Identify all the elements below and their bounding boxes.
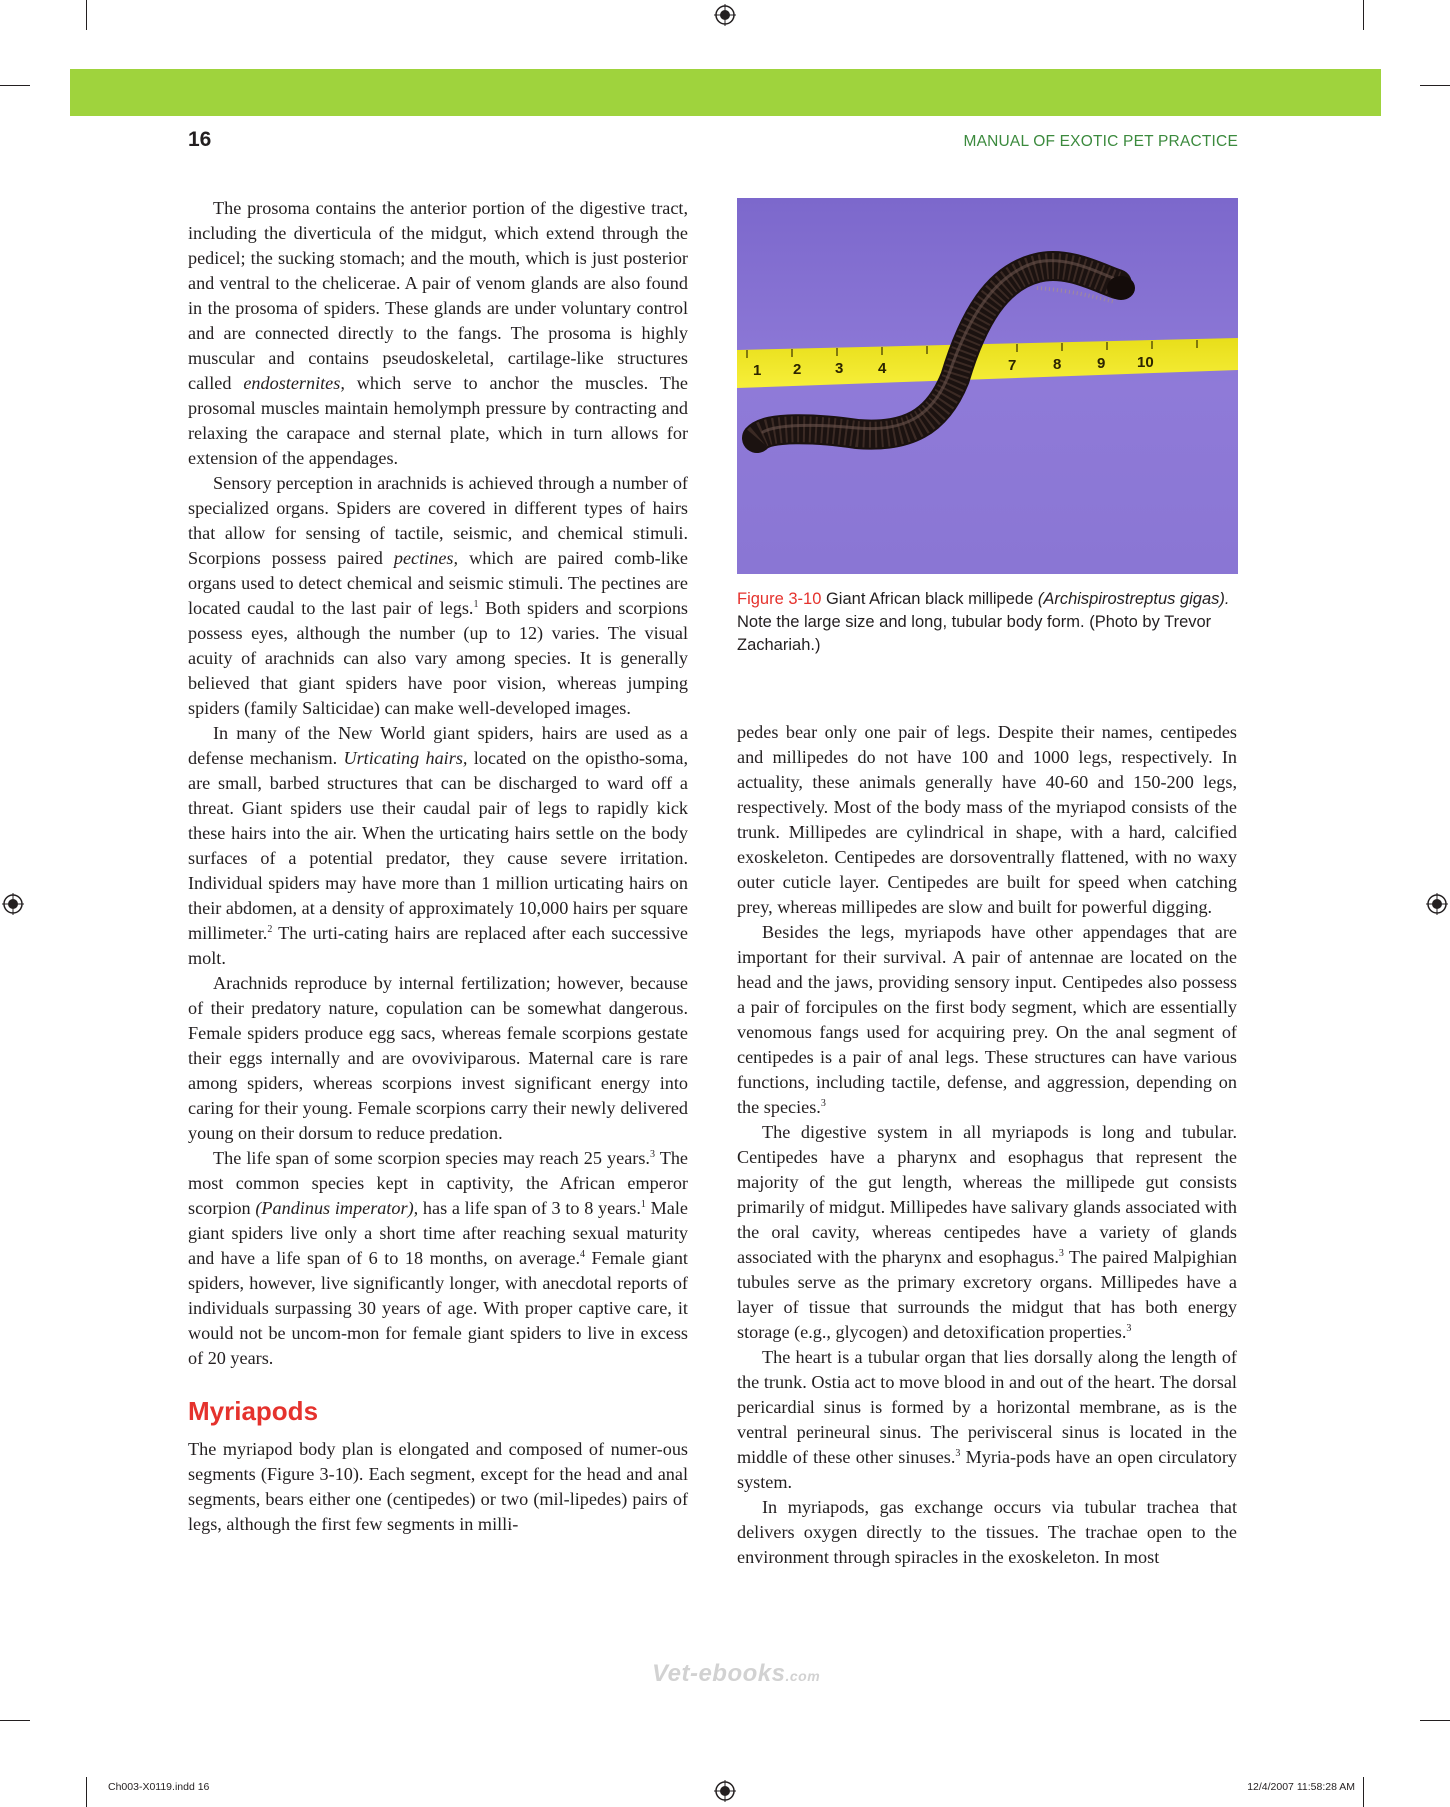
paragraph: Arachnids reproduce by internal fertilization; however, because of their predatory nature, copulation can be somewhat dangerous. Female spiders produce egg sacs, whereas female scorpions gestate their eggs internally and are ovoviviparous. Maternal care is rare among spiders, whereas scorpions invest significant energy into caring for their young. Female scorpions carry their newly delivered young on their dorsum to reduce predation. xyxy=(188,973,688,1143)
ruler-number: 8 xyxy=(1053,356,1062,373)
crop-mark xyxy=(0,85,30,86)
paragraph: pedes bear only one pair of legs. Despite their names, centipedes and millipedes do not have 100 and 1000 legs, respectively. In actuality, these animals generally have 40-60 and 150-200 legs, respectively. Most of the body mass of the myriapod consists of the trunk. Millipedes are cylindrical in shape, with a hard, calcified exoskeleton. Centipedes are dorsoventrally flattened, with no waxy outer cuticle layer. Centipedes are built for speed when catching prey, whereas millipedes are slow and built for powerful digging. xyxy=(737,722,1237,917)
paragraph: The prosoma contains the anterior portion of the digestive tract, including the diverticula of the midgut, which extend through the pedicel; the sucking stomach; and the mouth, which is just posterior and ventral to the chelicerae. A pair of venom glands are also found in the prosoma of spiders. These glands are under voluntary control and are connected directly to the fangs. The prosoma is highly muscular and contains pseudoskeletal, cartilage-like structures called endosternites, which serve to anchor the muscles. The prosomal muscles maintain hemolymph pressure by contracting and relaxing the carapace and sternal plate, which in turn allows for extension of the appendages. xyxy=(188,198,689,468)
page-number: 16 xyxy=(188,128,212,151)
crop-mark xyxy=(1363,1777,1364,1807)
ruler-number: 4 xyxy=(878,360,887,377)
paragraph: In many of the New World giant spiders, hairs are used as a defense mechanism. Urticating hairs, located on the opistho-soma, are small, barbed structures that can be discharged to ward off a threat. Giant spiders use their caudal pair of legs to rapidly kick these hairs into the air. When the urticating hairs settle on the body surfaces of a potential predator, they cause severe irritation. Individual spiders may have more than 1 million urticating hairs on their abdomen, at a density of approximately 10,000 hairs per square millimeter.$^2$ The urti-cating hairs are replaced after each successive molt. xyxy=(188,723,689,968)
ruler-number: 7 xyxy=(1008,357,1017,374)
paragraph: The digestive system in all myriapods is long and tubular. Centipedes have a pharynx and esophagus that represent the majority of the gut length, whereas the millipede gut consists primarily of midgut. Millipedes have salivary glands associated with the oral cavity, whereas centipedes have a variety of glands associated with the pharynx and esophagus.$^3$ The paired Malpighian tubules serve as the primary excretory organs. Millipedes have a layer of tissue that surrounds the midgut that has both energy storage (e.g., glycogen) and detoxification properties.$^3$ xyxy=(737,1122,1238,1342)
registration-mark-icon xyxy=(1426,893,1448,915)
paragraph: Besides the legs, myriapods have other appendages that are important for their survival. A pair of antennae are located on the head and the jaws, providing sensory input. Centipedes also possess a pair of forcipules on the first body segment, which are essentially venomous fangs used for acquiring prey. On the anal segment of centipedes is a pair of anal legs. These structures can have various functions, including tactile, defense, and aggression, depending on the species.$^3$ xyxy=(737,922,1237,1117)
running-title: MANUAL OF EXOTIC PET PRACTICE xyxy=(963,133,1238,150)
figure-label: Figure 3-10 xyxy=(737,590,822,608)
paragraph: The life span of some scorpion species may reach 25 years.$^3$ The most common species kept in captivity, the African emperor scorpion (Pandinus imperator), has a life span of 3 to 8 years.$^1$ Male giant spiders live only a short time after reaching sexual maturity and have a life span of 6 to 18 months, on average.$^4$ Female giant spiders, however, live significantly longer, with anecdotal reports of individuals surpassing 30 years of age. With proper captive care, it would not be uncom-mon for female giant spiders to live in excess of 20 years. xyxy=(188,1148,689,1368)
header-bar xyxy=(70,69,1381,116)
crop-mark xyxy=(1363,0,1364,30)
watermark-logo: Vet-ebooks.com xyxy=(652,1660,821,1687)
crop-mark xyxy=(1420,85,1450,86)
registration-mark-icon xyxy=(714,1780,736,1802)
paragraph: In myriapods, gas exchange occurs via tubular trachea that delivers oxygen directly to the tissues. The trachae open to the environment through spiracles in the exoskeleton. In most xyxy=(737,1497,1237,1567)
left-column xyxy=(188,196,688,1537)
ruler-number: 10 xyxy=(1137,354,1154,371)
right-column xyxy=(737,720,1237,1570)
slug-file: Ch003-X0119.indd 16 xyxy=(108,1781,210,1793)
crop-mark xyxy=(86,0,87,30)
figure-caption: Figure 3-10 Giant African black millipede (Archispirostreptus gigas). Note the large size and long, tubular body form. (Photo by Trevor Zachariah.) xyxy=(737,590,1230,654)
ruler-number: 2 xyxy=(793,361,802,378)
paragraph: Sensory perception in arachnids is achieved through a number of specialized organs. Spiders are covered in different types of hairs that allow for sensing of tactile, seismic, and chemical stimuli. Scorpions possess paired pectines, which are paired comb-like organs used to detect chemical and seismic stimuli. The pectines are located caudal to the last pair of legs.$^1$ Both spiders and scorpions possess eyes, although the number (up to 12) varies. The visual acuity of arachnids can also vary among species. It is generally believed that giant spiders have poor vision, whereas jumping spiders (family Salticidae) can make well-developed images. xyxy=(188,473,689,718)
crop-mark xyxy=(0,1720,30,1721)
ruler-number: 3 xyxy=(835,360,844,377)
paragraph: The myriapod body plan is elongated and composed of numer-ous segments (Figure 3-10). Each segment, except for the head and anal segments, bears either one (centipedes) or two (mil-lipedes) pairs of legs, although the first few segments in milli- xyxy=(188,1439,688,1534)
ruler-number: 1 xyxy=(753,362,762,379)
millipede-photo xyxy=(737,198,1238,574)
registration-mark-icon xyxy=(714,4,736,26)
registration-mark-icon xyxy=(2,893,24,915)
ruler-number: 9 xyxy=(1097,355,1106,372)
crop-mark xyxy=(1420,1720,1450,1721)
paragraph: The heart is a tubular organ that lies dorsally along the length of the trunk. Ostia act to move blood in and out of the heart. The dorsal pericardial sinus is formed by a horizontal membrane, as is the ventral perineural sinus. The perivisceral sinus is located in the middle of these other sinuses.$^3$ Myria-pods have an open circulatory system. xyxy=(737,1347,1237,1492)
section-heading: Myriapods xyxy=(188,1396,319,1426)
slug-datetime: 12/4/2007 11:58:28 AM xyxy=(1247,1781,1355,1793)
crop-mark xyxy=(86,1777,87,1807)
ruler-number: 5 xyxy=(963,358,972,375)
